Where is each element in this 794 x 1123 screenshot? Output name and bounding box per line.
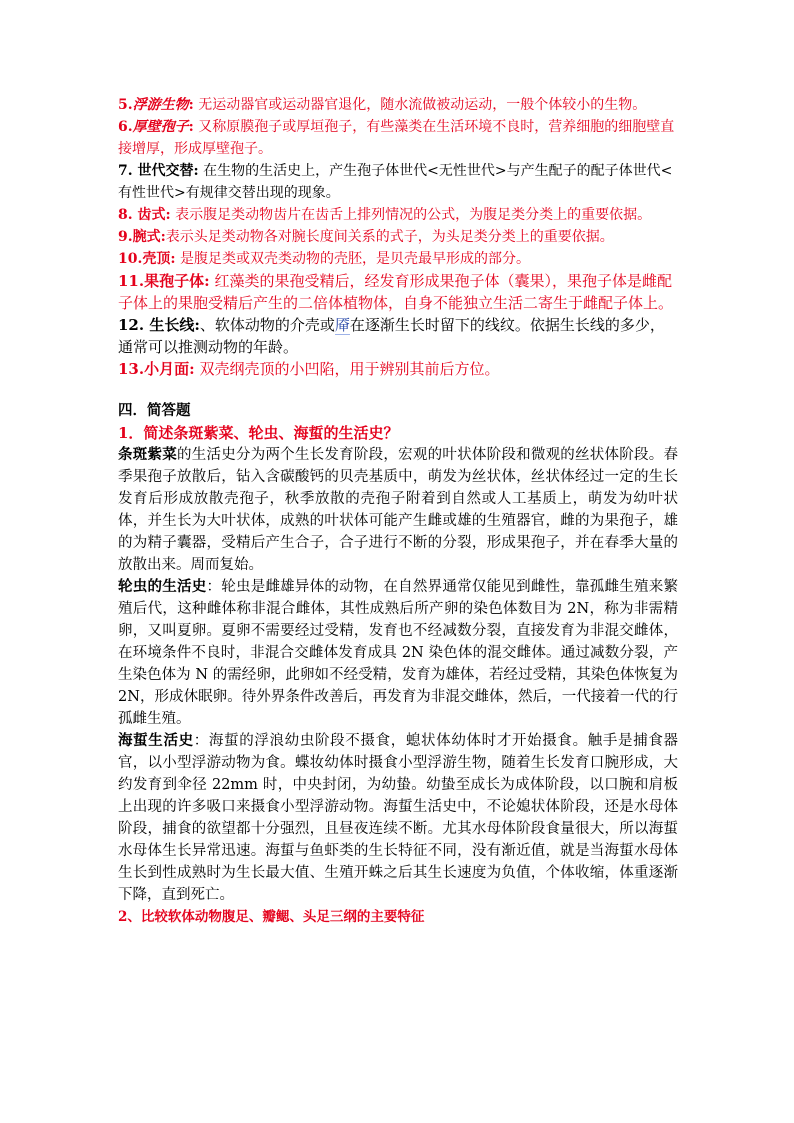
definition-10: 10.壳顶: 是腹足类或双壳类动物的壳胚，是贝壳最早形成的部分。	[118, 251, 530, 267]
definition-9: 9.腕式:表示头足类动物各对腕长度间关系的式子，为头足类分类上的重要依据。	[118, 229, 614, 245]
answer-text: ：轮虫是雌雄异体的动物，在自然界通常仅能见到雌性，靠孤雌生殖来繁殖后代，这种雌体称非混合雌体，其性成熟后所产卵的染色体数目为 2N，称为非需精卵，又叫夏卵。夏卵不需要经过受精，发育也不经减数分裂，直接发育为非混交雌体，在环境条件不良时，非混合交雌体发育成具 2N 染色体的混交雌体。通过减数分裂，产生染色体为 N 的需经卵，此卵如不经受精，发育为雄体，若经过受精，其染色体恢复为 2N，形成休眠卵。待外界条件改善后，再发育为非混交雌体，然后，一代接着一代的行孤雌生殖。	[118, 579, 679, 727]
definition-12: 12. 生长线:、软体动物的介壳或厣在逐渐生长时留下的线纹。依据生长线的多少，通常可以推测动物的年龄。	[118, 316, 665, 356]
definition-13: 13.小月面: 双壳纲壳顶的小凹陷，用于辨别其前后方位。	[118, 360, 500, 378]
answer-paragraph-rotifer	[118, 576, 678, 730]
answer-text: 的生活史分为两个生长发育阶段，宏观的叶状体阶段和微观的丝状体阶段。春季果孢子放散后，钻入含碳酸钙的贝壳基质中，萌发为丝状体，丝状体经过一定的生长发育后形成放散壳孢子，秋季放散的壳孢子附着到自然或人工基质上，萌发为幼叶状体，并生长为大叶状体，成熟的叶状体可能产生雌或雄的生殖器官，雌的为果孢子，雄的为精子囊器，受精后产生合子，合子进行不断的分裂，形成果孢子，并在春季大量的放散出来。周而复始。	[118, 447, 679, 573]
definition-6: 6.厚壁孢子: 又称原膜孢子或厚垣孢子，有些藻类在生活环境不良时，营养细胞的细胞壁直接增厚，形成厚壁孢子。	[118, 119, 675, 157]
answer-term: 海蜇生活史	[118, 732, 194, 749]
definition-text: 双壳纲壳顶的小凹陷，用于辨别其前后方位。	[194, 360, 500, 378]
definition-number: 10.	[118, 251, 143, 267]
question-2-title: 2、比较软体动物腹足、瓣鳃、头足三纲的主要特征	[118, 909, 425, 925]
definition-number: 11.	[118, 272, 145, 290]
definition-term: 果孢子体	[144, 272, 205, 290]
answer-term: 轮虫的生活史	[118, 578, 207, 595]
definition-number: 5.	[118, 97, 133, 113]
spacer	[118, 380, 678, 390]
definition-11: 11.果孢子体: 红藻类的果孢受精后，经发育形成果孢子体（囊果），果孢子体是雌配子体上的果胞受精后产生的二倍体植物体，自身不能独立生活二寄生于雌配子体上。	[118, 272, 674, 312]
answer-paragraph-porphyra	[118, 444, 678, 576]
definition-text: 表示头足类动物各对腕长度间关系的式子，为头足类分类上的重要依据。	[165, 229, 614, 245]
document-content	[118, 94, 678, 928]
definition-term: 壳顶	[142, 251, 171, 267]
definition-text: 红藻类的果孢受精后，经发育形成果孢子体（囊果），果孢子体是雌配子体上的果胞受精后产生的二倍体植物体，自身不能独立生活二寄生于雌配子体上。	[118, 272, 674, 312]
definition-text: 表示腹足类动物齿片在齿舌上排列情况的公式，为腹足类分类上的重要依据。	[170, 207, 652, 223]
definition-8: 8. 齿式: 表示腹足类动物齿片在齿舌上排列情况的公式，为腹足类分类上的重要依据。	[118, 207, 652, 223]
definition-text: 是腹足类或双壳类动物的壳胚，是贝壳最早形成的部分。	[175, 251, 530, 267]
definition-text: 又称原膜孢子或厚垣孢子，有些藻类在生活环境不良时，营养细胞的细胞壁直接增厚，形成厚壁孢子。	[118, 119, 675, 157]
answer-text: ：海蜇的浮浪幼虫阶段不摄食，螅状体幼体时才开始摄食。触手是捕食器官，以小型浮游动物为食。蝶妆幼体时摄食小型浮游生物，随着生长发育口腕形成，大约发育到伞径 22mm 时，中央封闭，为幼蛰。幼蛰至成长为成体阶段，以口腕和肩板上出现的许多吸口来摄食小型浮游动物。海蜇生活史中，不论媳状体阶段，还是水母体阶段，捕食的欲望都十分强烈，且昼夜连续不断。尤其水母体阶段食量很大，所以海蜇水母体生长异常迅速。海蜇与鱼虾类的生长特征不同，没有渐近值，就是当海蜇水母体生长到性成熟时为生长最大值、生殖开蛛之后其生长速度为负值，个体收缩，体重逐渐下降，直到死亡。	[118, 733, 678, 903]
definition-number: 8.	[118, 207, 133, 223]
definition-text: 、软体动物的介壳或	[199, 316, 335, 334]
answer-term: 条斑紫菜	[118, 446, 177, 463]
definition-term: 厚壁孢子	[132, 119, 189, 135]
definition-term: 世代交替	[132, 163, 194, 179]
definition-text: 在生物的生活史上，产生孢子体世代<无性世代>与产生配子的配子体世代<有性世代>有规律交替出现的现象。	[118, 163, 673, 201]
definition-term: 浮游生物	[132, 97, 189, 113]
answer-paragraph-jellyfish	[118, 730, 678, 906]
definition-number: 12.	[118, 316, 145, 334]
definition-5: 5.浮游生物: 无运动器官或运动器官退化，随水流做被动运动，一般个体较小的生物。	[118, 97, 647, 113]
definition-term: 齿式	[132, 207, 166, 223]
section-title: 四．简答题	[118, 402, 191, 419]
definition-number: 6.	[118, 119, 133, 135]
definition-number: 9.	[118, 229, 133, 245]
definition-term: 腕式	[132, 229, 161, 245]
highlighted-character: 厣	[334, 316, 350, 334]
question-1-title: 1．简述条斑紫菜、轮虫、海蜇的生活史？	[118, 424, 399, 442]
definition-text: 无运动器官或运动器官退化，随水流做被动运动，一般个体较小的生物。	[193, 97, 647, 113]
definition-term: 小月面	[144, 360, 190, 378]
definition-7: 7. 世代交替: 在生物的生活史上，产生孢子体世代<无性世代>与产生配子的配子体世代<有性世代>有规律交替出现的现象。	[118, 163, 673, 201]
definition-number: 7.	[118, 163, 133, 179]
definition-term: 生长线	[144, 316, 195, 334]
definition-number: 13.	[118, 360, 145, 378]
